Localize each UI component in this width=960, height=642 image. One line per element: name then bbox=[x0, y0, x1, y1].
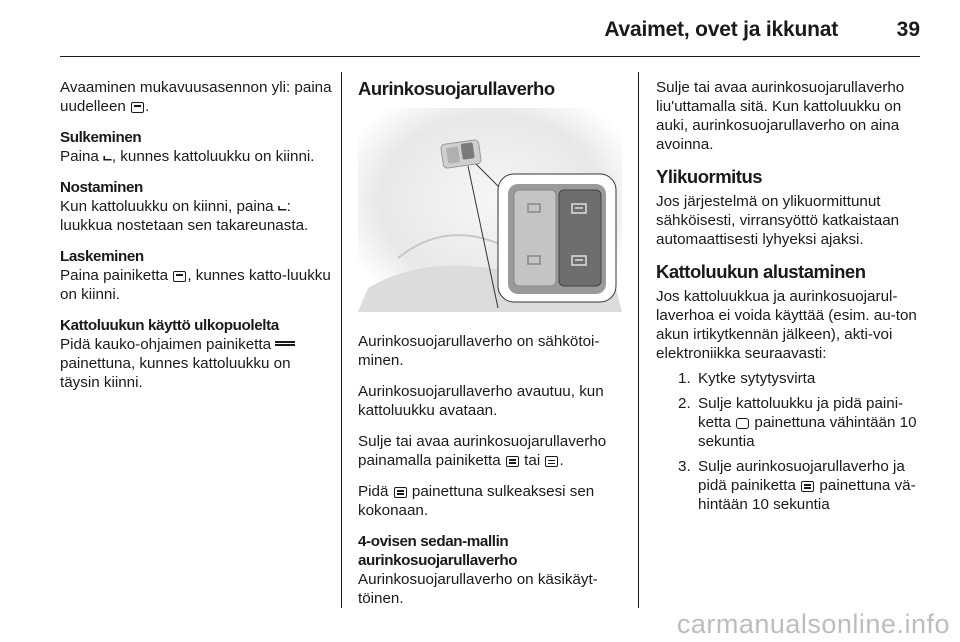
column-2-text bbox=[358, 332, 630, 608]
paragraph: Aurinkosuojarullaverho avautuu, kun kattoluukku avataan. bbox=[358, 383, 604, 419]
watermark: carmanualsonline.info bbox=[676, 609, 950, 639]
header-rule bbox=[60, 56, 920, 57]
list-item: 3. Sulje aurinkosuojarullaverho ja pidä painiketta painettuna vä-hintään 10 sekuntia bbox=[678, 458, 916, 513]
paragraph: Jos järjestelmä on ylikuormittunut sähköisesti, virransyöttö katkaistaan automaattisesti lyhyeksi ajaksi. bbox=[656, 193, 900, 248]
section-title: Laskeminen bbox=[60, 248, 144, 265]
column-1 bbox=[60, 78, 332, 404]
column-2 bbox=[358, 78, 630, 112]
column-divider-1 bbox=[341, 72, 342, 608]
subsection-title: 4-ovisen sedan-mallin aurinkosuojarullaverho bbox=[358, 533, 518, 569]
paragraph: Sulje tai avaa aurinkosuojarullaverho painamalla painiketta tai . bbox=[358, 433, 607, 469]
sunroof-open-symbol-icon bbox=[131, 102, 144, 113]
column-3 bbox=[656, 78, 926, 520]
list-item: 1. Kytke sytytysvirta bbox=[678, 370, 816, 387]
paragraph: Aurinkosuojarullaverho on sähkötoi-minen. bbox=[358, 333, 600, 369]
tilt-symbol-icon: ⨽ bbox=[277, 198, 287, 215]
sunshade-open-symbol-icon bbox=[545, 456, 558, 467]
section-heading: Ylikuormitus bbox=[656, 166, 763, 187]
steps-list bbox=[656, 369, 926, 514]
sunroof-button-symbol-icon bbox=[736, 418, 749, 429]
sunshade-close-symbol-icon bbox=[506, 456, 519, 467]
section-heading: Kattoluukun alustaminen bbox=[656, 261, 866, 282]
section-outside-operation: Kattoluukun käyttö ulkopuolelta Pidä kauko-ohjaimen painiketta painettuna, kunnes kattoluukku on täysin kiinni. bbox=[60, 316, 332, 392]
paragraph: Jos kattoluukkua ja aurinkosuojarul-laverhoa ei voida käyttää (esim. au-ton akun irtikytkennän jälkeen), akti-voi elektroniikka seuraavasti: bbox=[656, 288, 917, 362]
remote-button-icon bbox=[275, 341, 295, 346]
page-title: Avaimet, ovet ja ikkunat bbox=[604, 18, 838, 41]
section-closing: Sulkeminen Paina ⨽, kunnes kattoluukku on kiinni. bbox=[60, 129, 315, 165]
paragraph: Sulje tai avaa aurinkosuojarullaverho liu'uttamalla sitä. Kun kattoluukku on auki, aurinkosuojarullaverho on aina avoinna. bbox=[656, 79, 905, 153]
column-divider-2 bbox=[638, 72, 639, 608]
tilt-symbol-icon: ⨽ bbox=[103, 148, 112, 165]
list-item: 2. Sulje kattoluukku ja pidä paini-ketta painettuna vähintään 10 sekuntia bbox=[678, 395, 917, 450]
sunshade-close-symbol-icon bbox=[801, 481, 814, 492]
section-title: Sulkeminen bbox=[60, 129, 142, 146]
page-number: 39 bbox=[896, 18, 920, 41]
subsection: 4-ovisen sedan-mallin aurinkosuojarullaverho Aurinkosuojarullaverho on käsikäyt-töinen. bbox=[358, 533, 598, 607]
intro-paragraph: Avaaminen mukavuusasennon yli: paina uudelleen . bbox=[60, 79, 332, 115]
sunshade-switch-illustration bbox=[358, 108, 622, 312]
section-lowering: Laskeminen Paina painiketta , kunnes katto-luukku on kiinni. bbox=[60, 248, 331, 303]
section-raising: Nostaminen Kun kattoluukku on kiinni, paina ⨽: luukkua nostetaan sen takareunasta. bbox=[60, 179, 309, 234]
section-title: Nostaminen bbox=[60, 179, 143, 196]
sunshade-close-symbol-icon bbox=[394, 487, 407, 498]
section-heading: Aurinkosuojarullaverho bbox=[358, 78, 555, 99]
sunroof-open-symbol-icon bbox=[173, 271, 186, 282]
section-title: Kattoluukun käyttö ulkopuolelta bbox=[60, 317, 279, 334]
paragraph: Pidä painettuna sulkeaksesi sen kokonaan. bbox=[358, 483, 595, 519]
